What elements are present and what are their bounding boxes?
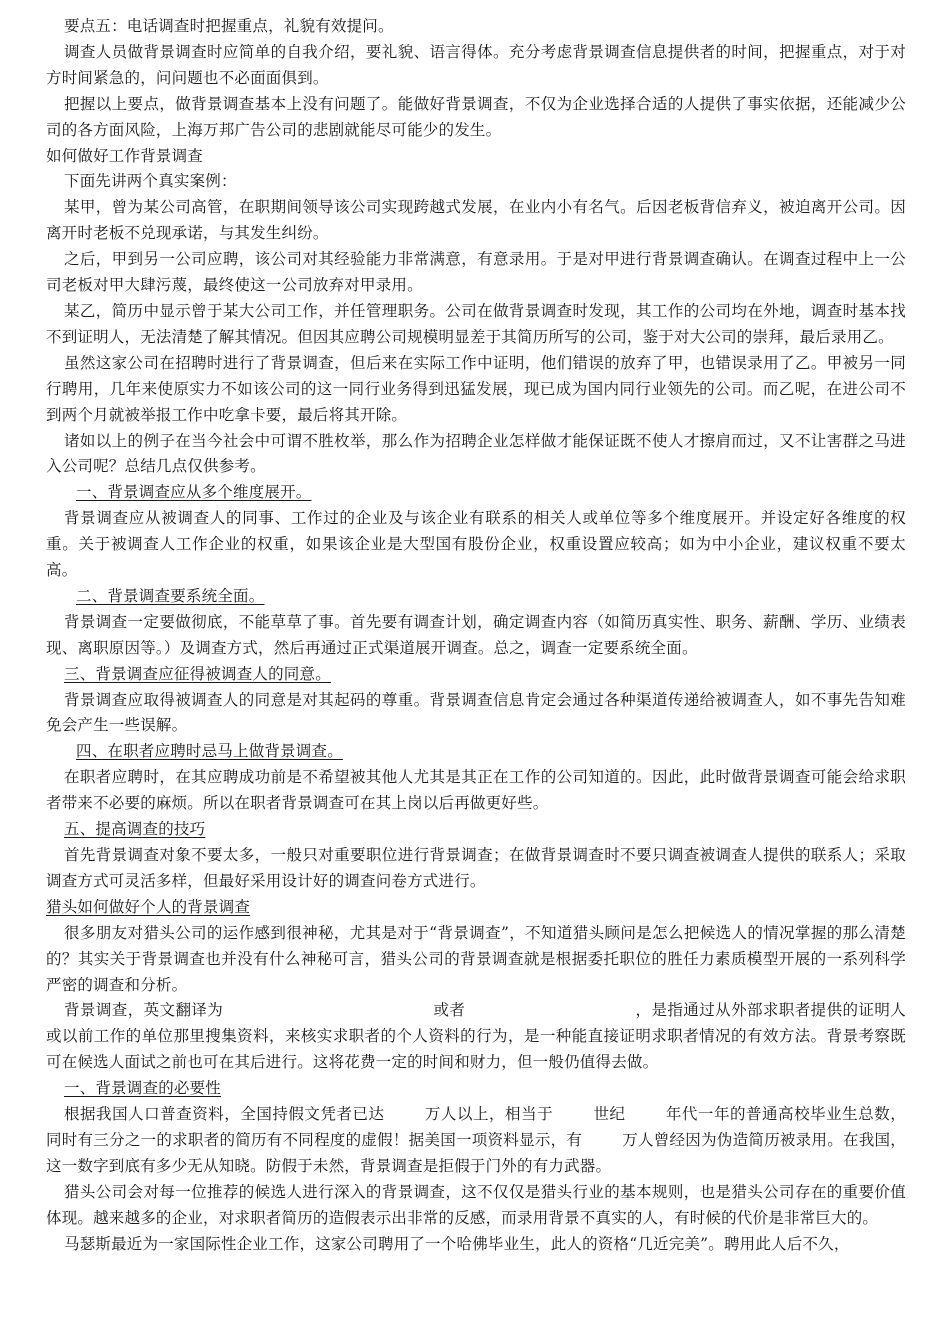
text-run: 万人曾经因为伪造简历被录用。在我国，这一数字到底有多少无从知晓。防假于未然，背景调查是拒假于门外的有力武器。 xyxy=(46,1130,906,1175)
heading-text: 五、提高调查的技巧 xyxy=(64,820,206,839)
heading xyxy=(46,584,906,610)
heading-text: 一、背景调查应从多个维度展开。 xyxy=(76,483,312,502)
paragraph: 猎头公司会对每一位推荐的候选人进行深入的背景调查，这不仅仅是猎头行业的基本规则，也是猎头公司存在的重要价值体现。越来越多的企业，对求职者简历的造假表示出非常的反感，而录用背景不真实的人，有时候的代价是非常巨大的。 xyxy=(46,1182,906,1227)
text-run: 根据我国人口普查资料，全国持假文凭者已达 xyxy=(64,1105,385,1124)
paragraph: 某乙，简历中显示曾于某大公司工作，并任管理职务。公司在做背景调查时发现，其工作的公司均在外地，调查时基本找不到证明人，无法清楚了解其情况。但因其应聘公司规模明显差于其简历所写的公司，鉴于对大公司的崇拜，最后录用乙。 xyxy=(46,301,906,346)
paragraph: 调查人员做背景调查时应简单的自我介绍，要礼貌、语言得体。充分考虑背景调查信息提供者的时间，把握重点，对于对方时间紧急的，问问题也不必面面俱到。 xyxy=(46,42,906,87)
heading xyxy=(46,739,906,765)
paragraph: 虽然这家公司在招聘时进行了背景调查，但后来在实际工作中证明，他们错误的放弃了甲，也错误录用了乙。甲被另一同行聘用，几年来使原实力不如该公司的这一同行业务得到迅猛发展，现已成为国内同行业领先的公司。而乙呢，在进公司不到两个月就被举报工作中吃拿卡要，最后将其开除。 xyxy=(46,353,906,424)
paragraph: 诸如以上的例子在当今社会中可谓不胜枚举，那么作为招聘企业怎样做才能保证既不使人才擦肩而过，又不让害群之马进入公司呢？总结几点仅供参考。 xyxy=(46,431,906,476)
paragraph: 背景调查一定要做彻底，不能草草了事。首先要有调查计划，确定调查内容（如简历真实性、职务、薪酬、学历、业绩表现、离职原因等。）及调查方式，然后再通过正式渠道展开调查。总之，调查一定要系统全面。 xyxy=(46,612,906,657)
paragraph: 首先背景调查对象不要太多，一般只对重要职位进行背景调查；在做背景调查时不要只调查被调查人提供的联系人；采取调查方式可灵活多样，但最好采用设计好的调查问卷方式进行。 xyxy=(46,846,906,890)
paragraph: 下面先讲两个真实案例： xyxy=(64,172,237,191)
paragraph: 背景调查应取得被调查人的同意是对其起码的尊重。背景调查信息肯定会通过各种渠道传递给被调查人，如不事先告知难免会产生一些误解。 xyxy=(46,690,906,735)
paragraph: 在职者应聘时，在其应聘成功前是不希望被其他人尤其是其正在工作的公司知道的。因此，此时做背景调查可能会给求职者带来不必要的麻烦。所以在职者背景调查可在其上岗以后再做更好些。 xyxy=(46,768,906,813)
paragraph: 背景调查应从被调查人的同事、工作过的企业及与该企业有联系的相关人或单位等多个维度展开。并设定好各维度的权重。关于被调查人工作企业的权重，如果该企业是大型国有股份企业，权重设置应较高；如为中小企业，建议权重不要太高。 xyxy=(46,509,906,580)
text-run: 年代一年的普通高校毕业生总数，同时有三分之一的求职者的简历有不同程度的虚假！据美国一项资料显示，有 xyxy=(46,1105,906,1149)
paragraph xyxy=(46,998,906,1076)
section-title: 如何做好工作背景调查 xyxy=(46,146,204,165)
paragraph xyxy=(46,1102,906,1180)
paragraph: 要点五：电话调查时把握重点，礼貌有效提问。 xyxy=(64,17,394,35)
paragraph: 之后，甲到另一公司应聘，该公司对其经验能力非常满意，有意录用。于是对甲进行背景调查确认。在调查过程中上一公司老板对甲大肆污蔑，最终使这一公司放弃对甲录用。 xyxy=(46,250,906,295)
heading xyxy=(46,817,906,843)
heading xyxy=(46,1076,906,1102)
heading-text: 四、在职者应聘时忌马上做背景调查。 xyxy=(76,742,343,761)
text-run: ，是指通过从外部求职者提供的证明人或以前工作的单位那里搜集资料，来核实求职者的个人资料的行为，是一种能直接证明求职者情况的有效方法。背景考察既可在候选人面试之前也可在其后进行。这将花费一定的时间和财力，但一般仍值得去做。 xyxy=(46,1001,906,1072)
text-run: 世纪 xyxy=(593,1105,626,1124)
paragraph: 把握以上要点，做背景调查基本上没有问题了。能做好背景调查，不仅为企业选择合适的人提供了事实依据，还能减少公司的各方面风险，上海万邦广告公司的悲剧就能尽可能少的发生。 xyxy=(46,94,906,139)
heading xyxy=(46,480,906,506)
heading xyxy=(46,895,906,921)
paragraph: 马瑟斯最近为一家国际性企业工作，这家公司聘用了一个哈佛毕业生，此人的资格“几近完美”。聘用此人后不久， xyxy=(64,1234,850,1253)
text-run: 背景调查，英文翻译为 xyxy=(64,1001,224,1020)
heading-text: 二、背景调查要系统全面。 xyxy=(76,586,265,605)
paragraph: 某甲，曾为某公司高管，在职期间领导该公司实现跨越式发展，在业内小有名气。后因老板背信弃义，被迫离开公司。因离开时老板不兑现承诺，与其发生纠纷。 xyxy=(46,198,906,243)
text-run: 万人以上，相当于 xyxy=(424,1105,554,1124)
heading-text: 猎头如何做好个人的背景调查 xyxy=(46,897,251,916)
heading xyxy=(46,662,906,688)
paragraph: 很多朋友对猎头公司的运作感到很神秘，尤其是对于“背景调查”，不知道猎头顾问是怎么把候选人的情况掌握的那么清楚的？其实关于背景调查也并没有什么神秘可言，猎头公司的背景调查就是根据委托职位的胜任力素质模型开展的一系列科学严密的调查和分析。 xyxy=(46,923,906,994)
heading-text: 三、背景调查应征得被调查人的同意。 xyxy=(64,664,331,683)
heading-text: 一、背景调查的必要性 xyxy=(64,1079,222,1098)
text-run: 或者 xyxy=(433,1001,466,1020)
